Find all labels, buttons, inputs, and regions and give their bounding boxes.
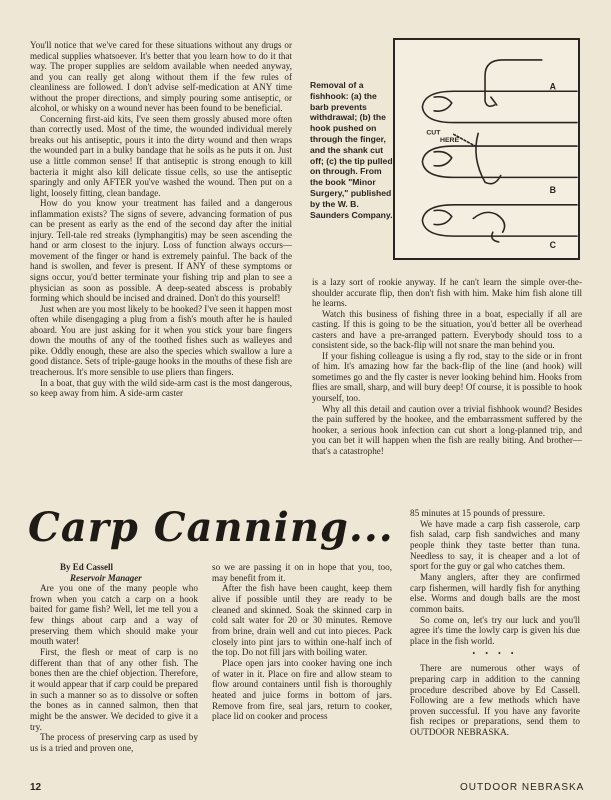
fishhook-illustration [393, 38, 580, 260]
paragraph: So come on, let's try our luck and you'll agree it's time the lowly carp is given his due place in the fish world. [410, 614, 580, 646]
paragraph: Watch this business of fishing three in a boat, especially if all are casting. If this is going to be the situation, you'd better all be overhead casters and have a pre-arranged pattern. Everybody should toss to a consistent side, so the back-flip will not snare the man behind you. [312, 308, 582, 351]
paragraph: You'll notice that we've cared for these situations without any drugs or medical supplies whatsoever. It's better that you learn how to do it that way. The proper supplies are seldom available when needed anyway, and you can really get along without them if the few rules of cleanliness are followed. I don't advise self-medication at ANY time without the proper directions, and simply pouring some antiseptic, or alcohol, or whisky on a wound never has been found to be beneficial. [30, 40, 292, 114]
nail-b [434, 152, 452, 166]
label-here: HERE [440, 137, 460, 145]
label-c: C [549, 239, 556, 250]
paragraph: First, the flesh or meat of carp is no different than that of any other fish. The bones then are the chief objection. Therefore, it would appear that if carp could be prepared in such a manner so as to dissolve or soften the bones as in canned salmon, then that might be the answer. We decided to give it a try. [30, 646, 198, 732]
paragraph: After the fish have been caught, keep them alive if possible until they are ready to be cleaned and skinned. Soak the skinned carp in cold salt water for 20 or 30 minutes. Remove from brine, drain well and cut into pieces. Pack closely into pint jars to within one-half inch of the top. Do not fill jars with boiling water. [212, 583, 392, 658]
nail-c [434, 210, 452, 224]
author-name: By Ed Cassell [60, 562, 114, 572]
paragraph: How do you know your treatment has failed and a dangerous inflammation exists? The signs of severe, advancing formation of pus can be present as early as the end of the second day after the initial injury. Tell-tale red streaks (lymphangitis) may be seen ascending the hand or arm closest to the injury. Loss of function always occurs—movement of the finger or hand is extremely painful. The back of the hand is swollen, and fever is present. If ANY of these symptoms or signs occur, you'd better terminate your fishing trip and plan to see a physician as soon as possible. A deep-seated abscess is probably forming which should be incised and drained. Don't do this yourself! [30, 198, 292, 304]
finger-b-outline [422, 146, 577, 177]
carp-canning-headline: Carp Canning... [28, 504, 394, 551]
paragraph: Place open jars into cooker having one inch of water in it. Place on fire and allow steam to flow around containers until fish is thoroughly heated and juice forms in bottom of jars. Remove from fire, seal jars, return to cooker, place lid on cooker and process [212, 657, 392, 722]
carp-column-3 [410, 508, 580, 738]
finger-a-outline [422, 91, 577, 122]
paragraph: Are you one of the many people who frown when you catch a carp on a hook baited for game fish? Well, let me tell you a few things about carp and a way of preserving them which should make your mouth water! [30, 583, 198, 647]
hook-b [476, 133, 501, 183]
hook-c-tip [492, 232, 499, 242]
paragraph: In a boat, that guy with the wild side-arm cast is the most dangerous, so keep away from him. A side-arm caster [30, 377, 292, 399]
barb-a [491, 97, 497, 105]
label-b: B [549, 185, 556, 196]
paragraph: is a lazy sort of rookie anyway. If he can't learn the simple over-the-shoulder accurate flip, then don't fish with him. Make him fish alone till he learns. [312, 277, 582, 309]
article-column-left [30, 40, 292, 399]
section-separator: • • • • [472, 648, 518, 658]
author-role: Reservoir Manager [70, 572, 142, 583]
editor-note: There are numerous other ways of preparing carp in addition to the canning procedure described above by Ed Cassell. Following are a few methods which have proven successful. If you have any favorite fish recipes or preparations, send them to OUTDOOR NEBRASKA. [410, 663, 580, 738]
magazine-name: OUTDOOR NEBRASKA [460, 782, 585, 793]
carp-column-2 [212, 562, 392, 722]
paragraph: We have made a carp fish casserole, carp fish salad, carp fish sandwiches and many people think they taste better than tuna. Needless to say, it is cheaper and a lot of sport for the guy or gal who catches them. [410, 518, 580, 572]
article-column-right [312, 277, 582, 456]
finger-c-outline [422, 205, 577, 236]
label-a: A [549, 81, 556, 92]
byline [60, 562, 142, 583]
paragraph: Many anglers, after they are confirmed carp fishermen, will hardly fish for anything else. Worms and dough balls are the most common baits. [410, 571, 580, 614]
fishhook-diagram [395, 40, 578, 258]
paragraph: If your fishing colleague is using a fly rod, stay to the side or in front of him. It's amazing how far the back-flip of the line (and hook) will sometimes go and the fly caster is never looking behind him. Hooks from flies are small, sharp, and will bury deep! Of course, it is possible to hook yourself, too. [312, 350, 582, 404]
hook-c [473, 212, 504, 232]
paragraph: Why all this detail and caution over a trivial fishhook wound? Besides the pain suffered by the hookee, and the embarrassment suffered by the hooker, a serious hook infection can cut short a long-planned trip, and you can bet it will happen when the fish are really biting. And brother—that's a catastrophe! [312, 403, 582, 456]
nail-a [434, 97, 452, 111]
hook-a [485, 60, 542, 106]
paragraph: Concerning first-aid kits, I've seen them grossly abused more often than correctly used. Most of the time, the wounded individual merely breaks out his antiseptic, pours it into the dirty wound and then wraps the wounded part in a bulky bandage that he soils as he puts it on. Just use a little common sense! If that antiseptic is strong enough to kill bacteria it might also kill delicate tissue cells, so use the antiseptic sparingly and only AFTER you've washed the wound. Then put on a light, loosely fitting, clean bandage. [30, 113, 292, 198]
page-number: 12 [30, 782, 42, 793]
paragraph: 85 minutes at 15 pounds of pressure. [410, 508, 545, 518]
carp-column-1 [30, 583, 198, 754]
paragraph: so we are passing it on in hope that you, too, may benefit from it. [212, 562, 392, 583]
paragraph: Just when are you most likely to be hooked? I've seen it happen most often while disengaging a plug from a fish's mouth after he is hauled aboard. You are just asking for it when you stick your bare fingers down the mouths of any of the toothed fishes such as walleyes and pike. Oddly enough, these are also the species which swallow a lure a good distance. Sets of triple-gauge hooks in the mouths of these fish are treacherous. It's more sensible to use pliers than fingers. [30, 303, 292, 377]
figure-caption: Removal of a fishhook: (a) the barb prevents withdrawal; (b) the hook pushed on through the finger, and the shank cut off; (c) the tip pulled on through. From the book "Minor Surgery," published by the W. B. Saunders Company. [310, 80, 393, 220]
label-cut: CUT [426, 129, 441, 137]
paragraph: The process of preserving carp as used by us is a tried and proven one, [30, 732, 198, 753]
